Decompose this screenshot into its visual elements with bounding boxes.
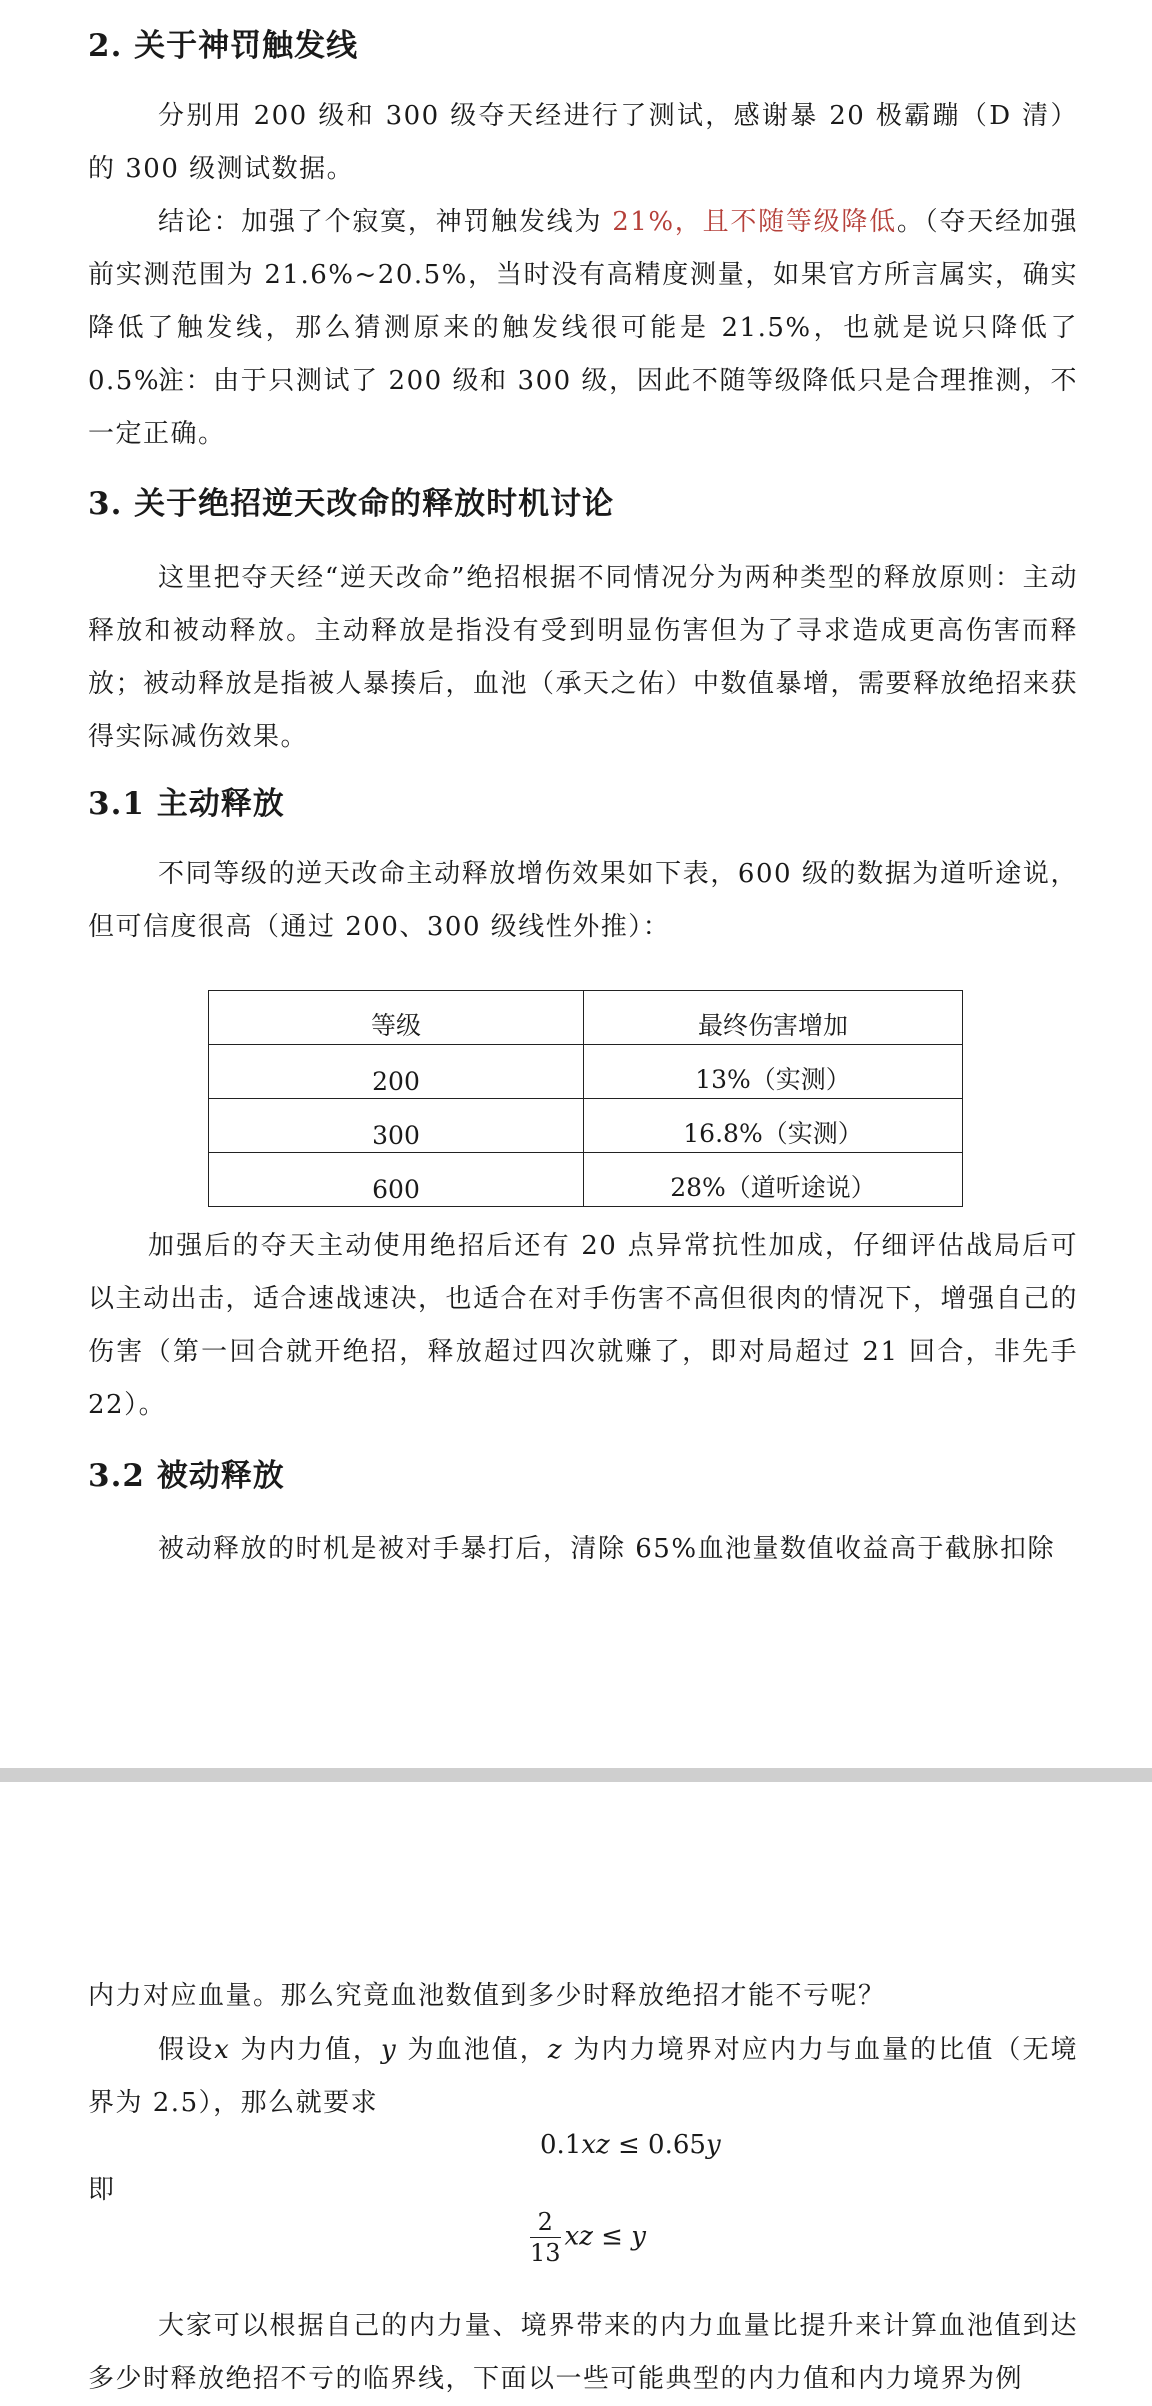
document-page-2: [0, 1782, 1152, 2394]
table-header-cell: 等级: [209, 991, 584, 1045]
table-cell: 300: [209, 1099, 584, 1153]
assume-text: 假设: [158, 2035, 215, 2065]
frac-num: 2: [530, 2207, 561, 2238]
page-2-continuation: 内力对应血量。那么究竟血池数值到多少时释放绝招才能不亏呢？: [88, 1981, 886, 2011]
fraction: [530, 2207, 561, 2268]
eq-var: xz: [581, 2130, 610, 2160]
page-separator: [0, 1768, 1152, 1782]
last-para: 大家可以根据自己的内力量、境界带来的内力血量比提升来计算血池值到达多少时释放绝招不亏的临界线，下面以一些可能典型的内力值和内力境界为例: [88, 2311, 1078, 2394]
table-header-cell: 最终伤害增加: [584, 991, 963, 1045]
table-cell: 600: [209, 1153, 584, 1207]
equation-1: [540, 2130, 721, 2160]
section-3-para: 这里把夺天经“逆天改命”绝招根据不同情况分为两种类型的释放原则：主动释放和被动释放。主动释放是指没有受到明显伤害但为了寻求造成更高伤害而释放；被动释放是指被人暴揍后，血池（承天之佑）中数值暴增，需要释放绝招来获得实际减伤效果。: [88, 563, 1079, 752]
section-3-2-heading: 3.2 被动释放: [88, 1458, 285, 1494]
eq-part: ≤: [592, 2221, 632, 2252]
var-x: x: [214, 2035, 231, 2065]
eq-var: y: [631, 2221, 646, 2252]
section-2-note: 注：由于只测试了 200 级和 300 级，因此不随等级降低只是合理推测，不一定正确。: [88, 366, 1078, 449]
conclusion-highlight: 21%，且不随等级降低: [612, 207, 897, 237]
section-3-2-para: 被动释放的时机是被对手暴打后，清除 65%血池量数值收益高于截脉扣除: [158, 1534, 1056, 1564]
equation-2: [530, 2207, 646, 2268]
assume-text: 为内力值，: [230, 2035, 381, 2065]
frac-den: 13: [530, 2239, 561, 2267]
table-row: [209, 1099, 963, 1153]
ji-label: 即: [88, 2175, 116, 2205]
section-3-1-heading: 3.1 主动释放: [88, 786, 285, 822]
eq-part: 0.1: [540, 2130, 582, 2160]
table-cell: 13%（实测）: [584, 1045, 963, 1099]
assume-text: 为内力境界对应内力与血量的比值（无境界为 2.5），那么就要求: [88, 2035, 1079, 2118]
var-z: z: [547, 2035, 564, 2065]
table-cell: 16.8%（实测）: [584, 1099, 963, 1153]
para-2-pre: 结论：加强了个寂寞，神罚触发线为: [158, 207, 613, 237]
eq-var: xz: [564, 2221, 593, 2252]
section-2-para-1: 分别用 200 级和 300 级夺天经进行了测试，感谢暴 20 极霸蹦（D 清）的 300 级测试数据。: [88, 101, 1078, 184]
table-cell: 28%（道听途说）: [584, 1153, 963, 1207]
section-2-heading: 2. 关于神罚触发线: [88, 28, 359, 64]
table-cell: 200: [209, 1045, 584, 1099]
eq-part: ≤ 0.65: [609, 2130, 706, 2160]
damage-table: [208, 990, 963, 1207]
section-3-1-para: 不同等级的逆天改命主动释放增伤效果如下表，600 级的数据为道听途说，但可信度很高（通过 200、300 级线性外推）：: [88, 859, 1078, 942]
var-y: y: [380, 2035, 398, 2065]
table-row: [209, 1153, 963, 1207]
table-row: [209, 1045, 963, 1099]
section-3-1-after: 加强后的夺天主动使用绝招后还有 20 点异常抗性加成，仔细评估战局后可以主动出击，适合速战速决，也适合在对手伤害不高但很肉的情况下，增强自己的伤害（第一回合就开绝招，释放超过四次就赚了，即对局超过 21 回合，非先手 22）。: [88, 1231, 1079, 1420]
eq-var: y: [705, 2130, 721, 2160]
section-3-heading: 3. 关于绝招逆天改命的释放时机讨论: [88, 486, 615, 522]
para-2-post: 。（夺天经加强前实测范围为 21.6%~20.5%，当时没有高精度测量，如果官方所言属实，确实降低了触发线，那么猜测原来的触发线很可能是 21.5%，也就是说只降低了 0.5%）: [88, 207, 1079, 396]
assumption-para: [88, 2024, 1078, 2130]
assume-text: 为血池值，: [397, 2035, 548, 2065]
table-header-row: [209, 991, 963, 1045]
